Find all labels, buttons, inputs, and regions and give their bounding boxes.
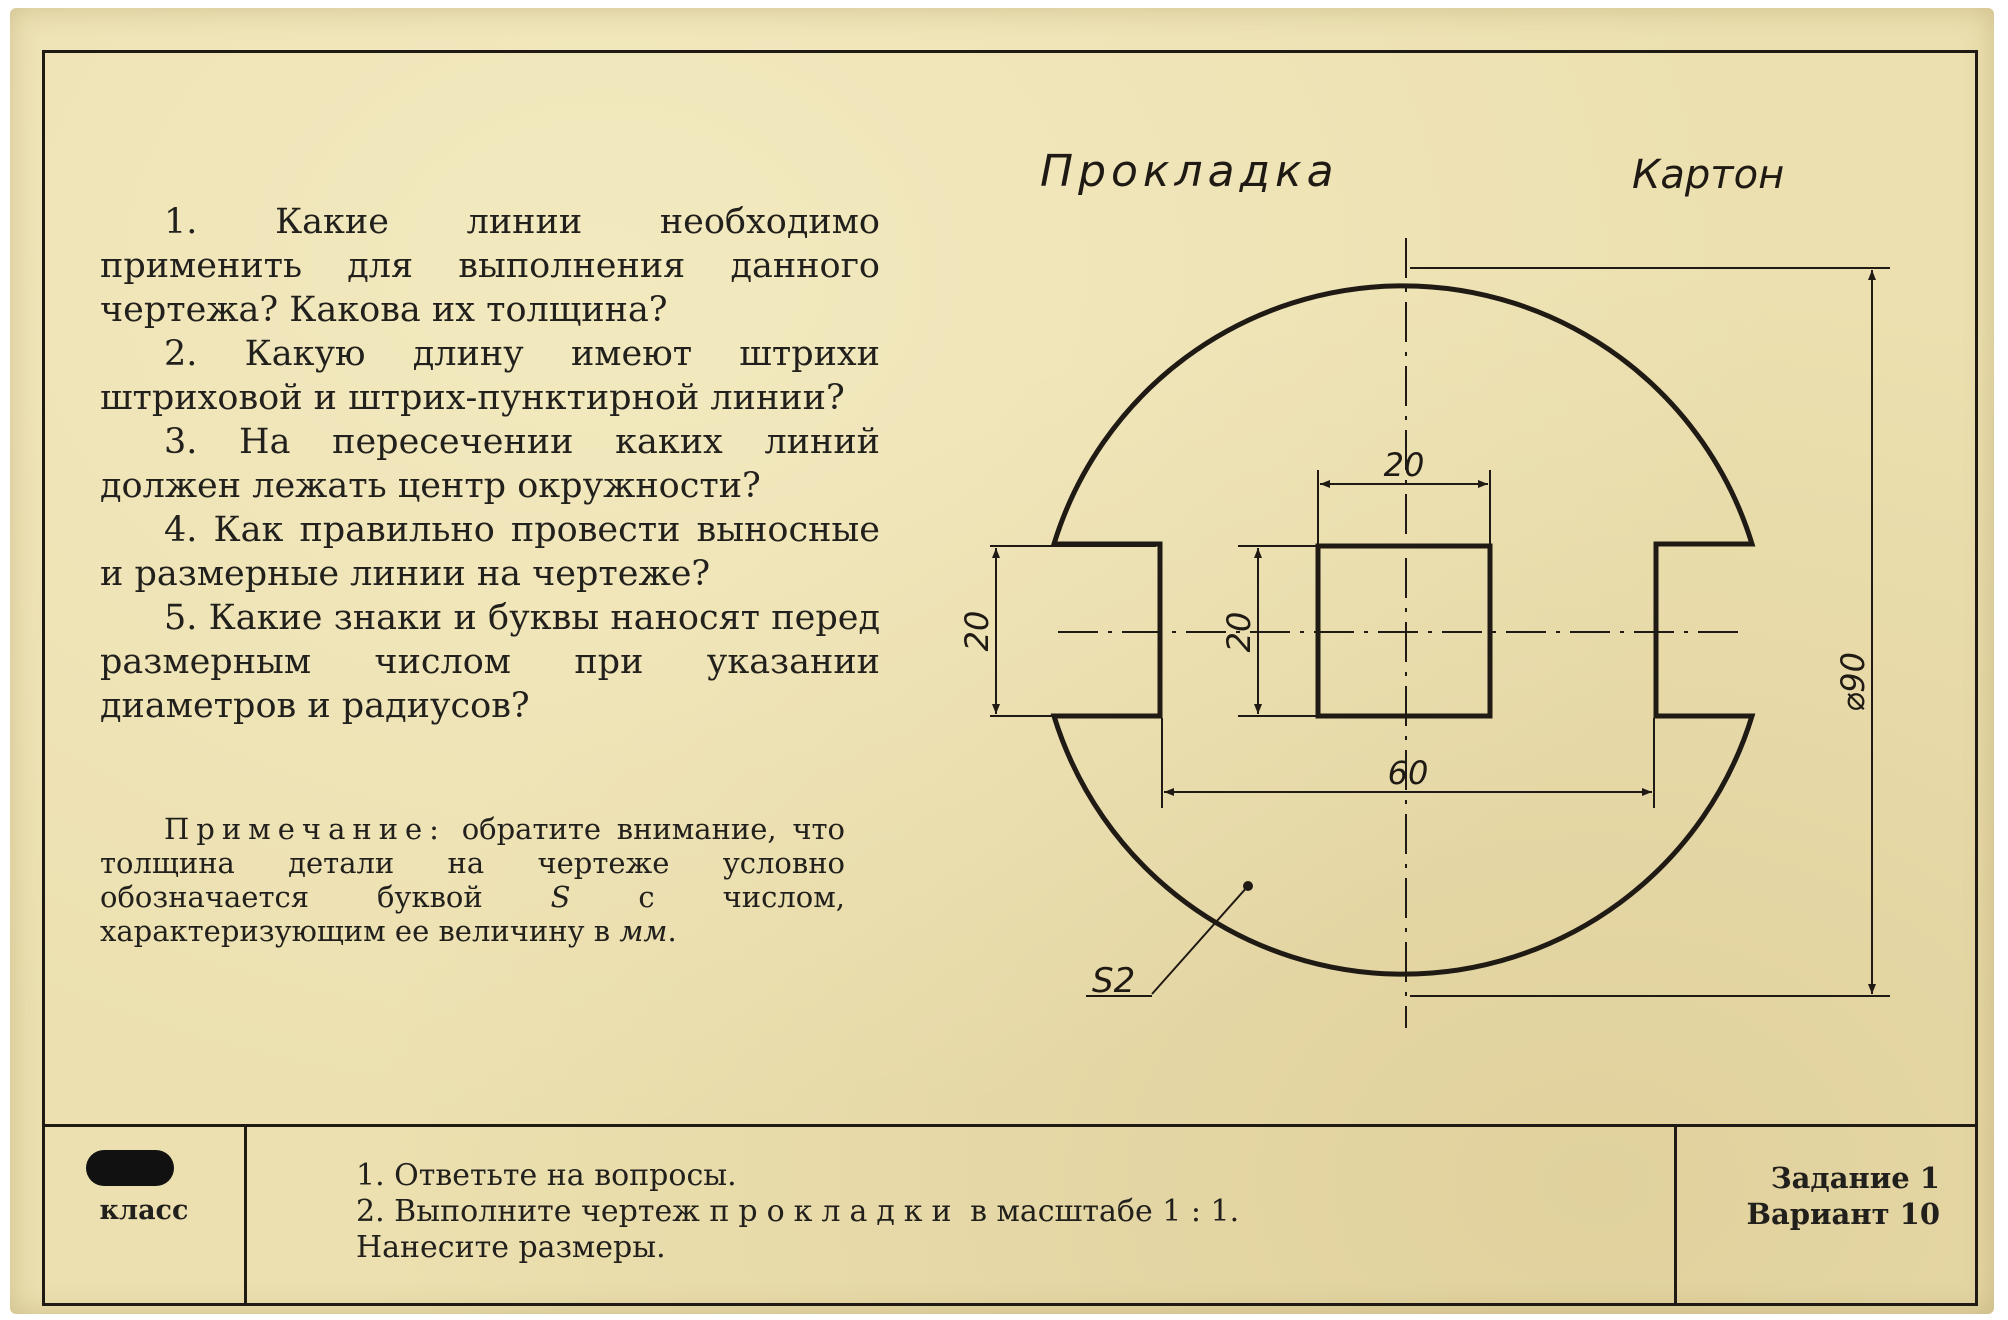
- question-item: 4. Как правильно провести выносные и размерные линии на чертеже?: [100, 510, 880, 594]
- note-label: Примечание:: [164, 812, 446, 846]
- dim-slot-span: 60: [1387, 754, 1429, 792]
- instruction-line: 1. Ответьте на вопросы.: [356, 1158, 737, 1193]
- dim-square-height: 20: [1220, 611, 1258, 653]
- note-text: обратите внимание, что толщина детали на чертеже условно обозначается буквой: [100, 812, 845, 914]
- question-item: 3. На пересечении каких линий должен лежать центр окружности?: [100, 422, 880, 506]
- instruction-line: [356, 1194, 1656, 1230]
- material-label: Картон: [1632, 152, 1785, 198]
- instruction-line: Нанесите размеры.: [356, 1230, 666, 1265]
- instruction-prefix: 2. Выполните чертеж: [356, 1194, 700, 1229]
- drawing-title: Прокладка: [1040, 146, 1339, 197]
- note-letter: S: [550, 880, 571, 914]
- variant-number: Вариант 10: [1746, 1197, 1940, 1231]
- thickness-label: S2: [1092, 961, 1136, 1001]
- leader-line: [1152, 886, 1248, 994]
- instructions: [356, 1158, 1656, 1266]
- gasket-outline: [1054, 286, 1752, 974]
- ink-blot: [86, 1150, 174, 1186]
- question-item: 5. Какие знаки и буквы наносят перед размерным числом при указании диаметров и радиусов?: [100, 598, 880, 726]
- class-label: класс: [99, 1195, 189, 1226]
- dim-square-width: 20: [1383, 446, 1425, 484]
- task-number: Задание 1: [1770, 1161, 1940, 1195]
- dim-slot-height: 20: [958, 610, 996, 652]
- note-unit: мм: [619, 914, 668, 948]
- dim-diameter: ⌀90: [1834, 652, 1872, 712]
- question-item: 1. Какие линии необходимо применить для выполнения данного чертежа? Какова их толщина?: [100, 202, 880, 330]
- question-item: 2. Какую длину имеют штрихи штриховой и штрих-пунктирной линии?: [100, 334, 880, 418]
- task-info: [1680, 1160, 1940, 1232]
- instruction-spaced-word: прокладки: [709, 1194, 961, 1229]
- note-text-after: с числом, характеризующим ее величину в: [100, 880, 845, 948]
- instruction-suffix: в масштабе 1 : 1.: [970, 1194, 1240, 1229]
- note-end: .: [667, 914, 677, 948]
